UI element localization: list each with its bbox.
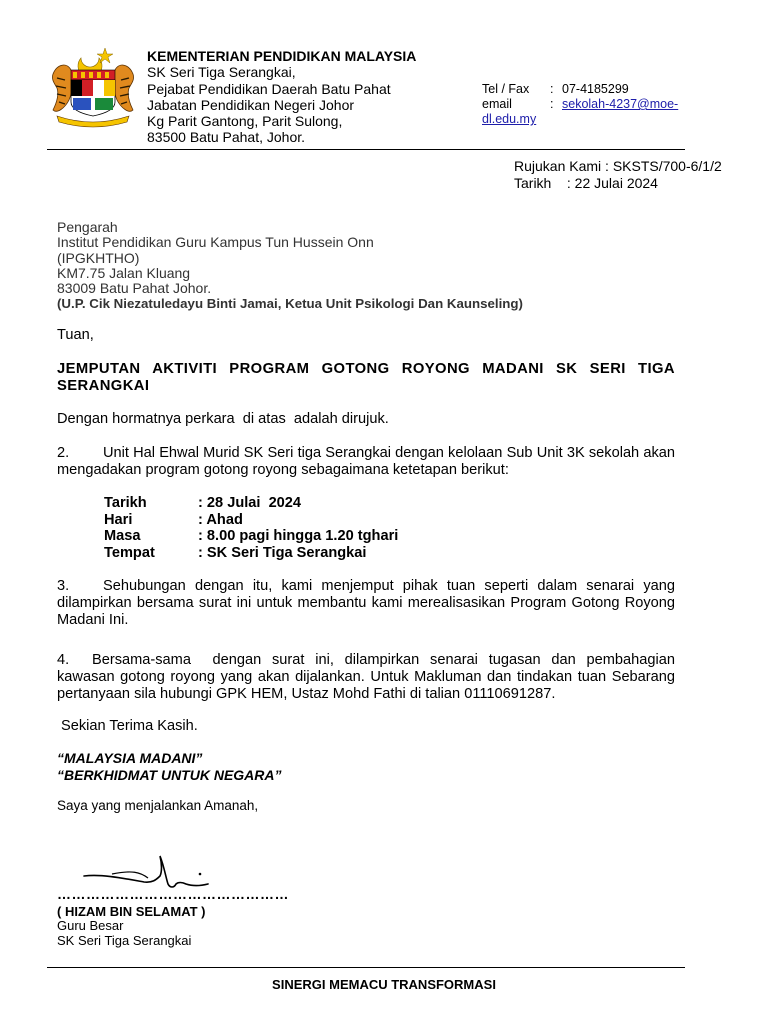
letterhead bbox=[147, 48, 416, 146]
state-department: Jabatan Pendidikan Negeri Johor bbox=[147, 96, 355, 113]
reference-number: Rujukan Kami : SKSTS/700-6/1/2 bbox=[514, 158, 722, 174]
detail-value: : 28 Julai 2024 bbox=[198, 495, 302, 511]
recipient-line: (IPGKHTHO) bbox=[57, 249, 140, 266]
amanah-line: Saya yang menjalankan Amanah, bbox=[57, 798, 259, 813]
district-office: Pejabat Pendidikan Daerah Batu Pahat bbox=[147, 80, 391, 97]
detail-key: Hari bbox=[104, 511, 133, 528]
signatory-title: Guru Besar bbox=[57, 918, 124, 933]
attention-line: (U.P. Cik Niezatuledayu Binti Jamai, Ketua Unit Psikologi Dan Kaunseling) bbox=[57, 296, 523, 312]
postcode-line: 83500 Batu Pahat, Johor. bbox=[147, 129, 306, 146]
salutation: Tuan, bbox=[57, 327, 94, 343]
detail-value: : 8.00 pagi hingga 1.20 tghari bbox=[198, 528, 399, 544]
detail-value: : SK Seri Tiga Serangkai bbox=[198, 544, 367, 561]
footer-slogan: SINERGI MEMACU TRANSFORMASI bbox=[272, 977, 496, 992]
detail-key: Tarikh bbox=[104, 495, 147, 511]
recipient-address bbox=[57, 220, 523, 312]
motto-2: “BERKHIDMAT UNTUK NEGARA” bbox=[57, 767, 282, 783]
malaysia-coat-of-arms-icon bbox=[47, 44, 139, 128]
signatory-name: ( HIZAM BIN SELAMAT ) bbox=[57, 904, 206, 919]
recipient-line: KM7.75 Jalan Kluang bbox=[57, 264, 191, 281]
address-line: Kg Parit Gantong, Parit Sulong, bbox=[147, 113, 343, 130]
recipient-line: 83009 Batu Pahat Johor. bbox=[57, 280, 212, 297]
email-label: email bbox=[482, 97, 512, 111]
paragraph-3-text: Sehubungan dengan itu, kami menjemput pihak tuan seperti dalam senarai yang dilampirkan bersama surat ini untuk membantu kami merealisasikan Program Gotong Royong Madani Ini. bbox=[57, 578, 675, 628]
paragraph-4-text: Bersama-sama dengan surat ini, dilampirkan senarai tugasan dan pembahagian kawasan gotong royong yang akan dijalankan. Untuk Makluman dan tindakan tuan Sebarang pertanyaan sila hubungi GPK HEM, Ustaz Mohd Fathi di talian 01110691287. bbox=[57, 652, 680, 702]
reference-block bbox=[514, 158, 722, 191]
paragraph-4 bbox=[57, 652, 680, 703]
detail-value: : Ahad bbox=[198, 511, 243, 528]
footer-divider bbox=[47, 967, 685, 968]
letter-subject: JEMPUTAN AKTIVITI PROGRAM GOTONG ROYONG MADANI SK SERI TIGA SERANGKAI bbox=[57, 361, 675, 394]
event-details bbox=[104, 495, 398, 561]
paragraph-4-number: 4. bbox=[57, 652, 70, 668]
paragraph-3-number: 3. bbox=[57, 578, 70, 594]
tel-separator: : bbox=[550, 82, 554, 96]
recipient-line: Pengarah bbox=[57, 219, 118, 235]
header-divider bbox=[47, 149, 685, 150]
detail-key: Masa bbox=[104, 528, 141, 544]
motto-1: “MALAYSIA MADANI” bbox=[57, 750, 203, 766]
ministry-name: KEMENTERIAN PENDIDIKAN MALAYSIA bbox=[147, 48, 417, 64]
contact-block bbox=[482, 82, 678, 127]
paragraph-2-number: 2. bbox=[57, 445, 70, 461]
tel-label: Tel / Fax bbox=[482, 82, 530, 96]
email-link[interactable]: sekolah-4237@moe- bbox=[562, 97, 679, 111]
email-separator: : bbox=[550, 97, 554, 111]
paragraph-3 bbox=[57, 578, 675, 629]
email-link-continued[interactable]: dl.edu.my bbox=[482, 112, 537, 126]
paragraph-1: Dengan hormatnya perkara di atas adalah dirujuk. bbox=[57, 411, 389, 427]
detail-key: Tempat bbox=[104, 544, 155, 561]
paragraph-2 bbox=[57, 445, 675, 479]
letter-date: Tarikh : 22 Julai 2024 bbox=[514, 174, 658, 191]
school-name: SK Seri Tiga Serangkai, bbox=[147, 64, 296, 81]
recipient-line: Institut Pendidikan Guru Kampus Tun Hussein Onn bbox=[57, 234, 374, 251]
paragraph-2-text: Unit Hal Ehwal Murid SK Seri tiga Serangkai dengan kelolaan Sub Unit 3K sekolah akan mengadakan program gotong royong sebagaimana ketetapan berikut: bbox=[57, 445, 675, 478]
tel-value: 07-4185299 bbox=[562, 82, 629, 96]
signatory-school: SK Seri Tiga Serangkai bbox=[57, 933, 192, 948]
closing-line: Sekian Terima Kasih. bbox=[61, 718, 198, 734]
signature-dots: ………………………………………… bbox=[57, 886, 289, 902]
